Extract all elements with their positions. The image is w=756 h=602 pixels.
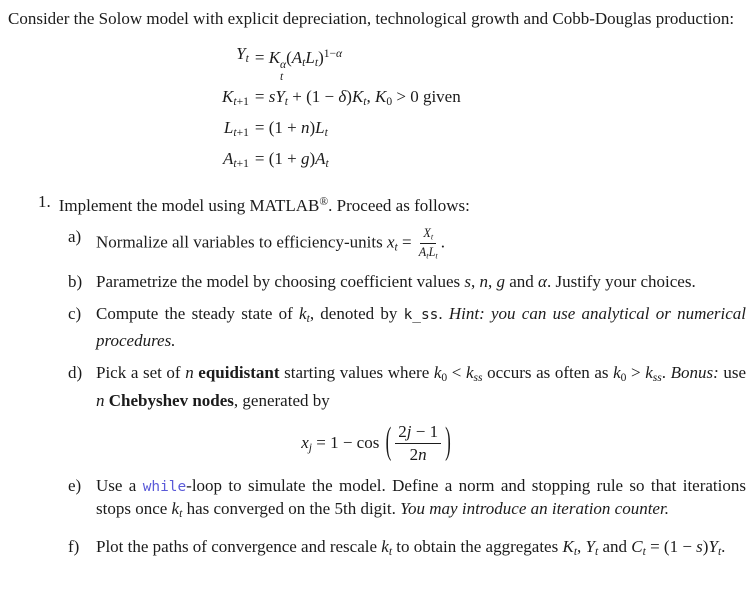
list-item-1-text: Implement the model using MATLAB®. Proceed as follows: [58,194,470,215]
list-item-b [68,271,746,293]
list-item-a [68,226,746,261]
list-marker-a: a) [68,227,82,247]
list-marker-f: f) [68,536,80,556]
equation-production-lhs: Yt [236,44,249,66]
list-marker-d: d) [68,363,83,383]
list-item-c [68,303,746,352]
equation-production-rhs: = K α t (AtLt)$^{1-\alpha}$ [254,47,343,83]
list-item-f [68,536,746,563]
list-marker-b: b) [68,272,83,292]
list-marker-1: 1. [38,191,51,211]
list-item-e [68,475,746,525]
list-item-d [68,362,746,411]
model-equations [222,42,461,177]
list-item-f-text: Plot the paths of convergence and rescale kt to obtain the aggregates Kt, Yt and Ct = (1 − s)Yt. [96,536,726,558]
list-marker-e: e) [68,476,82,496]
list-item-b-text: Parametrize the model by choosing coefficient values s, n, g and α. Justify your choices. [96,272,696,292]
list-item-1 [38,191,746,217]
list-item-e-text: Use a while-loop to simulate the model. Define a norm and stopping rule so that iterations stops once kt has converged on the 5th digit. You may introduce an iteration counter. [96,476,746,521]
equation-technology-lhs: At+1 [222,149,249,171]
chebyshev-equation: xj = 1 − cos ( $\frac{2j - 1}{2n}$ ) [301,419,451,464]
list-item-d-text: Pick a set of n equidistant starting values where k0 < kss occurs as often as k0 > kss. Bonus: use n Chebyshev nodes, generated by [96,363,747,410]
equation-capital-rhs: = sYt + (1 − δ)Kt, K0 > 0 given [254,86,461,109]
intro-paragraph: Consider the Solow model with explicit depreciation, technological growth and Cobb-Douglas production: [8,9,735,28]
list-marker-c: c) [68,304,82,324]
equation-technology-rhs: = (1 + g)At [254,149,329,171]
equation-labor-rhs: = (1 + n)Lt [254,118,328,140]
document-page [8,8,746,563]
equation-capital-lhs: Kt+1 [222,86,249,109]
list-item-c-text: Compute the steady state of kt, denoted by k_ss. Hint: you can use analytical or numerical procedures. [96,304,746,351]
equation-labor-lhs: Lt+1 [223,118,249,140]
list-item-a-text: Normalize all variables to efficiency-units xt = Xt AtLt . [96,226,445,261]
